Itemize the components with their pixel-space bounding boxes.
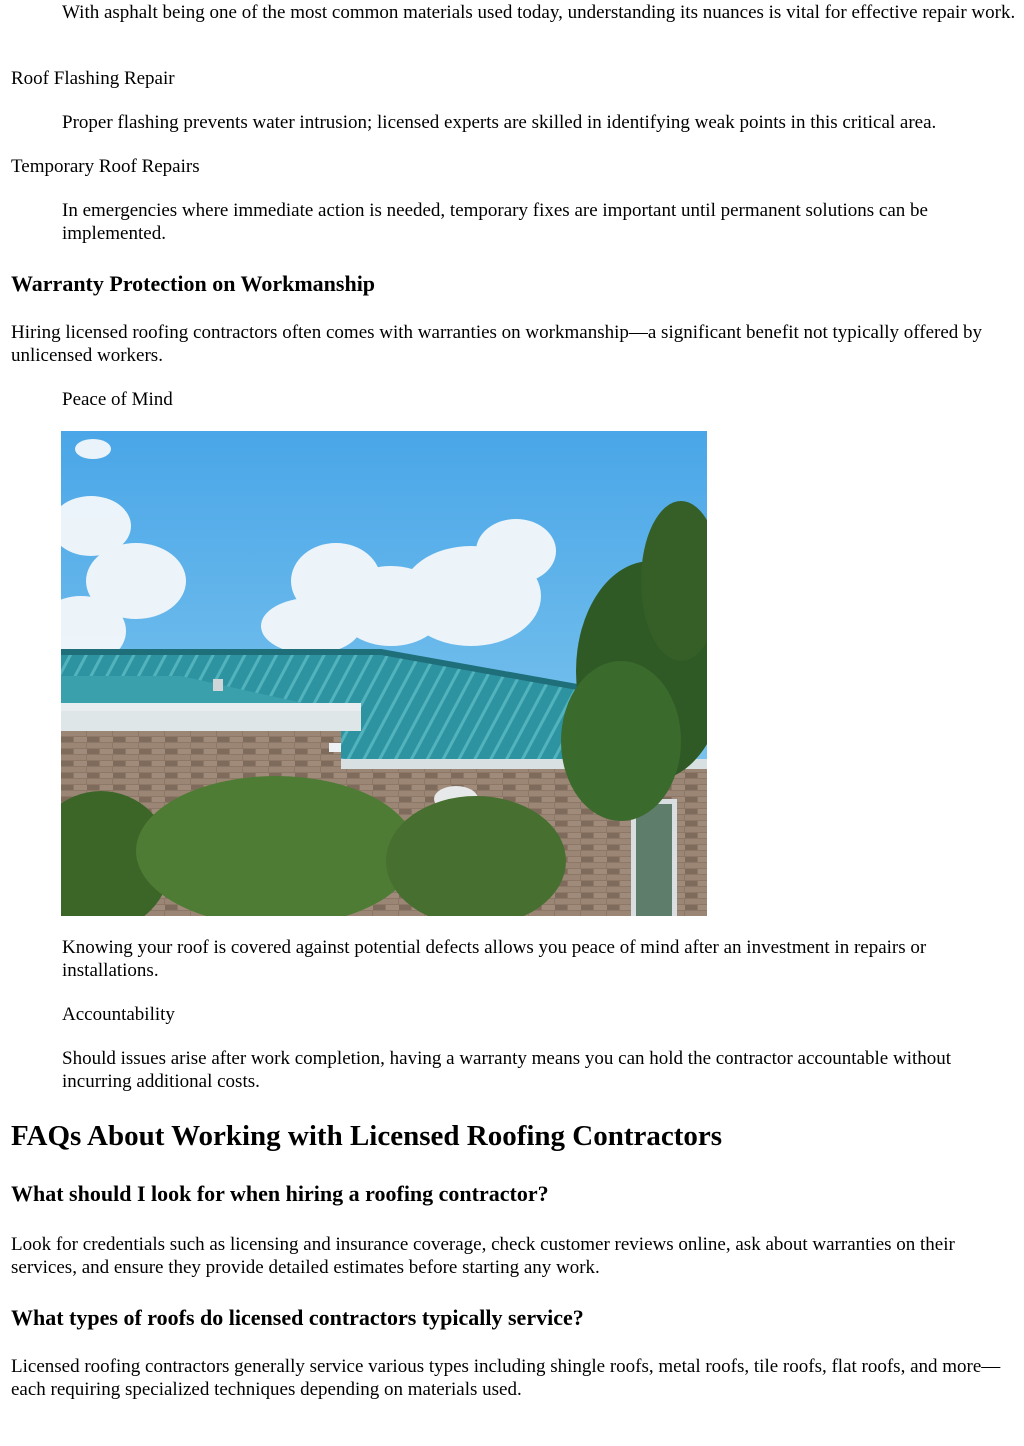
temporary-term: Temporary Roof Repairs [11, 156, 200, 177]
peace-of-mind-term: Peace of Mind [62, 389, 173, 410]
flashing-term: Roof Flashing Repair [11, 68, 175, 89]
warranty-heading: Warranty Protection on Workmanship [11, 271, 376, 296]
metal-roof-photo [61, 431, 707, 916]
temporary-description: In emergencies where immediate action is needed, temporary fixes are important until permanent solutions can be implemented. [62, 200, 928, 244]
accountability-description: Should issues arise after work completion, having a warranty means you can hold the contractor accountable without incurring additional costs. [62, 1048, 952, 1092]
flashing-description: Proper flashing prevents water intrusion; licensed experts are skilled in identifying weak points in this critical area. [62, 112, 937, 133]
faqs-heading: FAQs About Working with Licensed Roofing Contractors [11, 1120, 723, 1152]
warranty-paragraph: Hiring licensed roofing contractors often comes with warranties on workmanship—a significant benefit not typically offered by unlicensed workers. [11, 322, 983, 366]
peace-of-mind-description: Knowing your roof is covered against potential defects allows you peace of mind after an investment in repairs or installations. [62, 937, 927, 981]
asphalt-description: With asphalt being one of the most common materials used today, understanding its nuances is vital for effective repair work. [62, 2, 1016, 23]
faq-answer-1: Look for credentials such as licensing and insurance coverage, check customer reviews online, ask about warranties on their services, and ensure they provide detailed estimates before starting any work. [11, 1234, 955, 1278]
accountability-term: Accountability [62, 1004, 175, 1025]
faq-question-2: What types of roofs do licensed contractors typically service? [11, 1305, 584, 1330]
faq-answer-2: Licensed roofing contractors generally service various types including shingle roofs, metal roofs, tile roofs, flat roofs, and more—each requiring specialized techniques depending on materials used. [11, 1356, 1001, 1400]
faq-question-1: What should I look for when hiring a roofing contractor? [11, 1181, 549, 1206]
